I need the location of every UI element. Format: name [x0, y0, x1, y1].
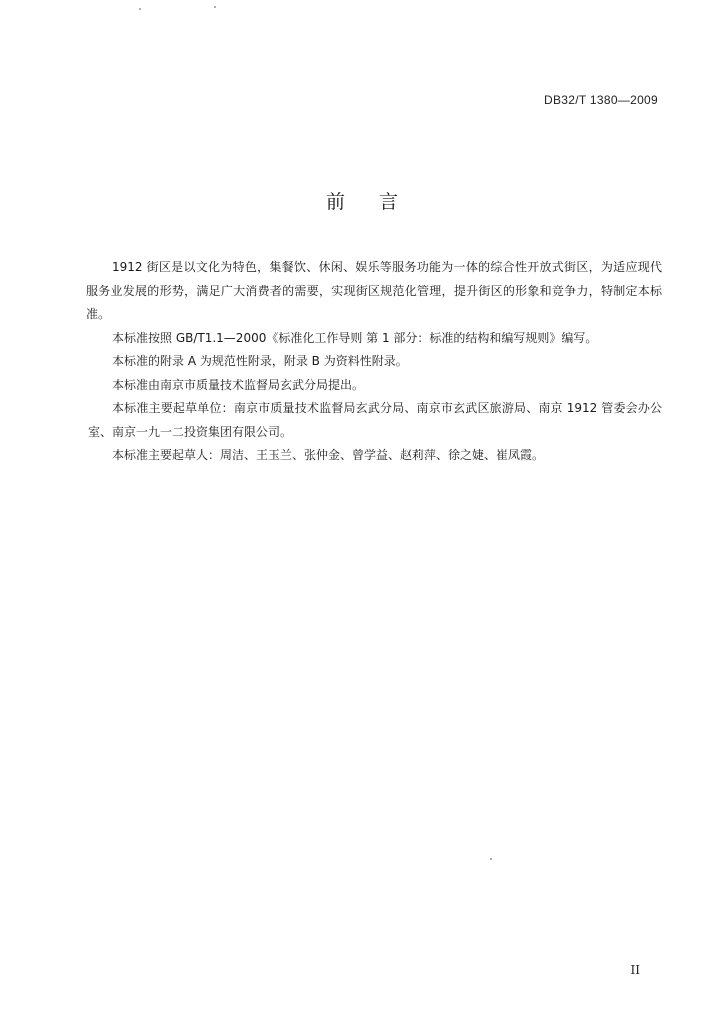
scan-speck	[214, 6, 216, 8]
foreword-paragraph-appendices: 本标准的附录 A 为规范性附录，附录 B 为资料性附录。	[112, 354, 408, 368]
foreword-paragraph-intro: 1912 街区是以文化为特色，集餐饮、休闲、娱乐等服务功能为一体的综合性开放式街区，为适应现代服务业发展的形势，满足广大消费者的需要，实现街区规范化管理，提升街区的形象和竞争力，特制定本标准。	[86, 260, 662, 321]
page-number: II	[630, 963, 640, 977]
foreword-paragraph-drafting-units: 本标准主要起草单位：南京市质量技术监督局玄武分局、南京市玄武区旅游局、南京 1912 管委会办公室、南京一九一二投资集团有限公司。	[88, 401, 662, 439]
scan-speck	[490, 858, 492, 860]
scan-speck	[139, 8, 141, 10]
foreword-paragraph-drafting-rules: 本标准按照 GB/T1.1—2000《标准化工作导则 第 1 部分：标准的结构和编写规则》编写。	[112, 330, 598, 345]
page-title: 前言	[325, 191, 432, 213]
standard-code: DB32/T 1380—2009	[544, 93, 658, 107]
foreword-paragraph-drafters: 本标准主要起草人：周洁、王玉兰、张仲金、曾学益、赵莉萍、徐之婕、崔凤霞。	[112, 448, 545, 462]
foreword-body	[88, 256, 662, 468]
foreword-paragraph-proposer: 本标准由南京市质量技术监督局玄武分局提出。	[112, 377, 365, 392]
